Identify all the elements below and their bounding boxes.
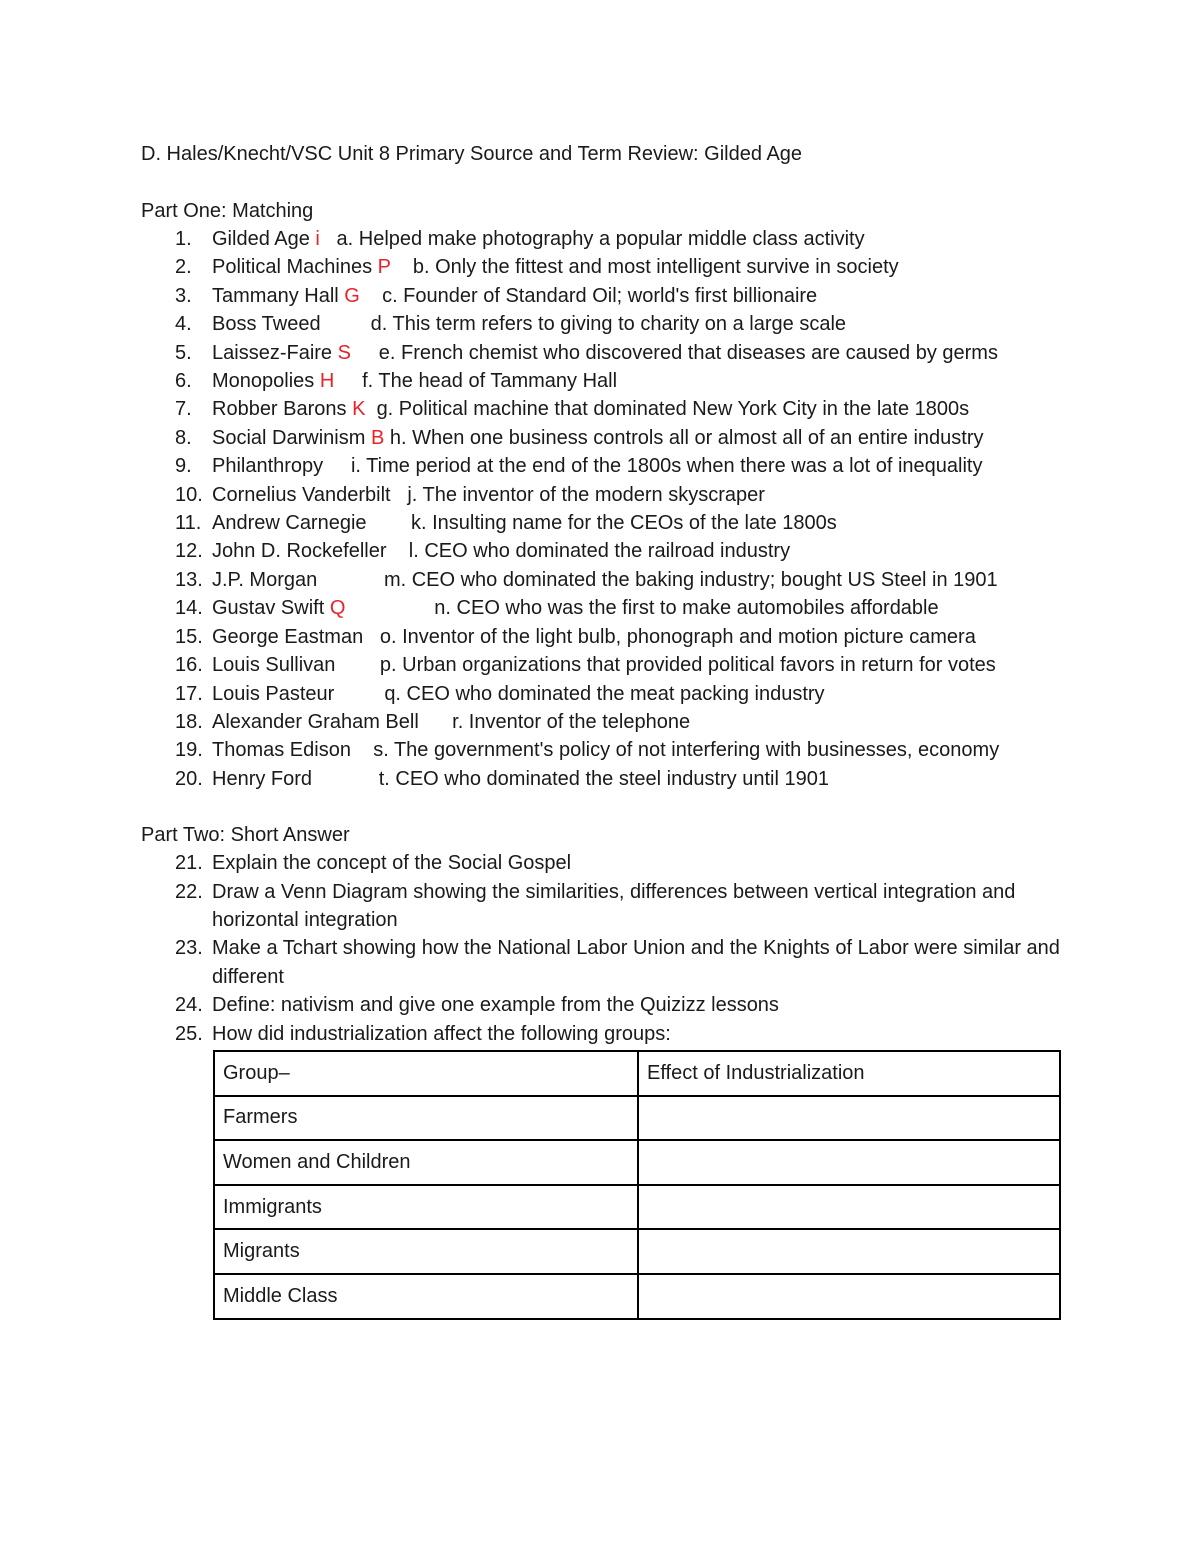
item-number: 12.: [175, 540, 203, 563]
matching-definition: l. CEO who dominated the railroad industry: [408, 540, 791, 563]
matching-term: Robber Barons: [212, 398, 347, 421]
matching-gap: [318, 768, 379, 790]
table-row: [214, 1096, 1060, 1141]
matching-term: Philanthropy: [212, 455, 324, 478]
matching-item: [141, 594, 1071, 622]
matching-item: [141, 310, 1071, 338]
matching-gap: [351, 342, 379, 364]
short-answer-question: How did industrialization affect the following groups:: [212, 1022, 671, 1045]
matching-term: Alexander Graham Bell: [212, 710, 419, 733]
matching-definition: s. The government's policy of not interfering with businesses, economy: [373, 739, 1000, 762]
matching-item: [141, 253, 1071, 281]
matching-item: [141, 339, 1071, 367]
matching-term: J.P. Morgan: [212, 568, 318, 591]
item-number: 10.: [175, 483, 203, 506]
short-answer-item: [141, 849, 1071, 877]
matching-item: [141, 225, 1071, 253]
table-row: [214, 1229, 1060, 1274]
matching-term: George Eastman: [212, 625, 364, 648]
matching-gap: [372, 512, 411, 534]
matching-definition: r. Inventor of the telephone: [452, 710, 691, 733]
matching-gap: [340, 683, 384, 705]
matching-term: Henry Ford: [212, 767, 313, 790]
matching-definition: d. This term refers to giving to charity on a large scale: [370, 313, 847, 336]
matching-item: [141, 452, 1071, 480]
item-number: 3.: [175, 284, 192, 307]
effect-cell[interactable]: [638, 1185, 1060, 1230]
table-row: [214, 1274, 1060, 1319]
matching-definition: i. Time period at the end of the 1800s when there was a lot of inequality: [350, 455, 983, 478]
matching-definition: t. CEO who dominated the steel industry until 1901: [378, 767, 829, 790]
matching-term: Louis Sullivan: [212, 654, 336, 677]
matching-definition: h. When one business controls all or almost all of an entire industry: [389, 426, 984, 449]
matching-answer: S: [337, 341, 351, 364]
matching-gap: [345, 597, 434, 619]
item-number: 14.: [175, 597, 203, 620]
item-number: 18.: [175, 710, 203, 733]
matching-item: [141, 651, 1071, 679]
item-number: 25.: [175, 1022, 203, 1045]
matching-term: Boss Tweed: [212, 313, 321, 336]
matching-item: [141, 395, 1071, 423]
group-header: Group–: [214, 1051, 638, 1096]
short-answer-item: [141, 991, 1071, 1019]
matching-definition: c. Founder of Standard Oil; world's first billionaire: [382, 284, 818, 307]
matching-gap: [320, 228, 337, 250]
short-answer-question: Draw a Venn Diagram showing the similarities, differences between vertical integration and horizontal integration: [212, 880, 1016, 931]
table-header-row: [214, 1051, 1060, 1096]
matching-definition: k. Insulting name for the CEOs of the late 1800s: [411, 512, 837, 535]
matching-gap: [323, 569, 384, 591]
table-row: [214, 1140, 1060, 1185]
part-one-heading: Part One: Matching: [141, 200, 314, 222]
matching-answer: B: [370, 426, 385, 449]
matching-item: [141, 424, 1071, 452]
matching-gap: [392, 540, 409, 562]
matching-item: [141, 537, 1071, 565]
part-two-heading: Part Two: Short Answer: [141, 824, 350, 847]
matching-term: Louis Pasteur: [212, 682, 335, 705]
matching-definition: p. Urban organizations that provided political favors in return for votes: [379, 654, 996, 677]
item-number: 13.: [175, 568, 203, 591]
matching-definition: q. CEO who dominated the meat packing industry: [384, 682, 825, 705]
item-number: 16.: [175, 654, 203, 677]
matching-gap: [369, 626, 380, 648]
item-number: 20.: [175, 767, 203, 790]
matching-item: [141, 736, 1071, 764]
item-number: 17.: [175, 682, 203, 705]
short-answer-item: [141, 1020, 1071, 1048]
matching-answer: i: [315, 228, 320, 250]
matching-term: Monopolies: [212, 370, 315, 393]
matching-term: Gilded Age: [212, 228, 310, 250]
matching-definition: o. Inventor of the light bulb, phonograph and motion picture camera: [379, 625, 976, 648]
matching-gap: [396, 484, 407, 506]
matching-definition: g. Political machine that dominated New York City in the late 1800s: [376, 398, 970, 421]
item-number: 9.: [175, 455, 192, 478]
matching-answer: P: [377, 256, 391, 279]
matching-list: [141, 225, 1071, 793]
matching-gap: [365, 398, 376, 420]
matching-term: Gustav Swift: [212, 597, 325, 620]
matching-definition: n. CEO who was the first to make automobiles affordable: [434, 597, 939, 620]
matching-item: [141, 367, 1071, 395]
item-number: 1.: [175, 228, 192, 250]
short-answer-question: Make a Tchart showing how the National Labor Union and the Knights of Labor were similar and different: [212, 937, 1060, 988]
worksheet: [141, 140, 1071, 1307]
group-cell: Middle Class: [214, 1274, 638, 1319]
matching-gap: [424, 711, 452, 733]
item-number: 15.: [175, 625, 203, 648]
matching-term: Cornelius Vanderbilt: [212, 483, 391, 506]
matching-item: [141, 680, 1071, 708]
short-answer-question: Define: nativism and give one example from the Quizizz lessons: [212, 994, 779, 1017]
matching-answer: K: [352, 398, 366, 421]
matching-item: [141, 765, 1071, 793]
matching-gap: [326, 313, 370, 335]
item-number: 21.: [175, 852, 203, 875]
matching-item: [141, 509, 1071, 537]
item-number: 7.: [175, 398, 192, 421]
item-number: 2.: [175, 256, 192, 279]
effect-header: Effect of Industrialization: [638, 1051, 1060, 1096]
short-answer-list: [141, 849, 1071, 1048]
matching-definition: e. French chemist who discovered that diseases are caused by germs: [378, 341, 998, 364]
matching-answer: G: [344, 284, 360, 307]
matching-term: Laissez-Faire: [212, 341, 333, 364]
effect-cell[interactable]: [638, 1140, 1060, 1185]
matching-gap: [329, 455, 351, 477]
matching-term: Political Machines: [212, 256, 373, 279]
group-cell: Migrants: [214, 1229, 638, 1274]
matching-definition: j. The inventor of the modern skyscraper: [407, 483, 765, 506]
matching-term: Thomas Edison: [212, 739, 351, 762]
matching-definition: f. The head of Tammany Hall: [362, 370, 618, 393]
short-answer-item: [141, 878, 1071, 935]
item-number: 6.: [175, 370, 192, 393]
matching-term: John D. Rockefeller: [212, 540, 387, 563]
document-title: D. Hales/Knecht/VSC Unit 8 Primary Source and Term Review: Gilded Age: [141, 143, 803, 165]
matching-definition: b. Only the fittest and most intelligent survive in society: [412, 256, 899, 279]
short-answer-item: [141, 934, 1071, 991]
matching-gap: [334, 370, 362, 392]
short-answer-question: Explain the concept of the Social Gospel: [212, 852, 572, 875]
matching-item: [141, 282, 1071, 310]
item-number: 19.: [175, 739, 203, 762]
item-number: 24.: [175, 994, 203, 1017]
item-number: 22.: [175, 880, 203, 903]
item-number: 5.: [175, 341, 192, 364]
item-number: 4.: [175, 313, 192, 336]
matching-gap: [391, 256, 413, 278]
matching-term: Tammany Hall: [212, 284, 339, 307]
matching-gap: [341, 654, 380, 676]
effect-cell[interactable]: [638, 1096, 1060, 1141]
matching-definition: m. CEO who dominated the baking industry; bought US Steel in 1901: [383, 568, 998, 591]
group-cell: Immigrants: [214, 1185, 638, 1230]
matching-item: [141, 566, 1071, 594]
matching-term: Social Darwinism: [212, 426, 366, 449]
group-cell: Farmers: [214, 1096, 638, 1141]
matching-term: Andrew Carnegie: [212, 512, 367, 535]
matching-gap: [360, 285, 382, 307]
matching-item: [141, 623, 1071, 651]
item-number: 8.: [175, 426, 192, 449]
effect-cell[interactable]: [638, 1229, 1060, 1274]
matching-answer: Q: [329, 597, 346, 620]
matching-definition: a. Helped make photography a popular middle class activity: [336, 228, 865, 250]
matching-answer: H: [319, 370, 335, 393]
matching-item: [141, 708, 1071, 736]
item-number: 23.: [175, 937, 203, 960]
industrialization-table: [213, 1050, 1061, 1320]
matching-gap: [357, 739, 374, 761]
matching-item: [141, 481, 1071, 509]
table-row: [214, 1185, 1060, 1230]
group-cell: Women and Children: [214, 1140, 638, 1185]
item-number: 11.: [175, 512, 202, 535]
effect-cell[interactable]: [638, 1274, 1060, 1319]
